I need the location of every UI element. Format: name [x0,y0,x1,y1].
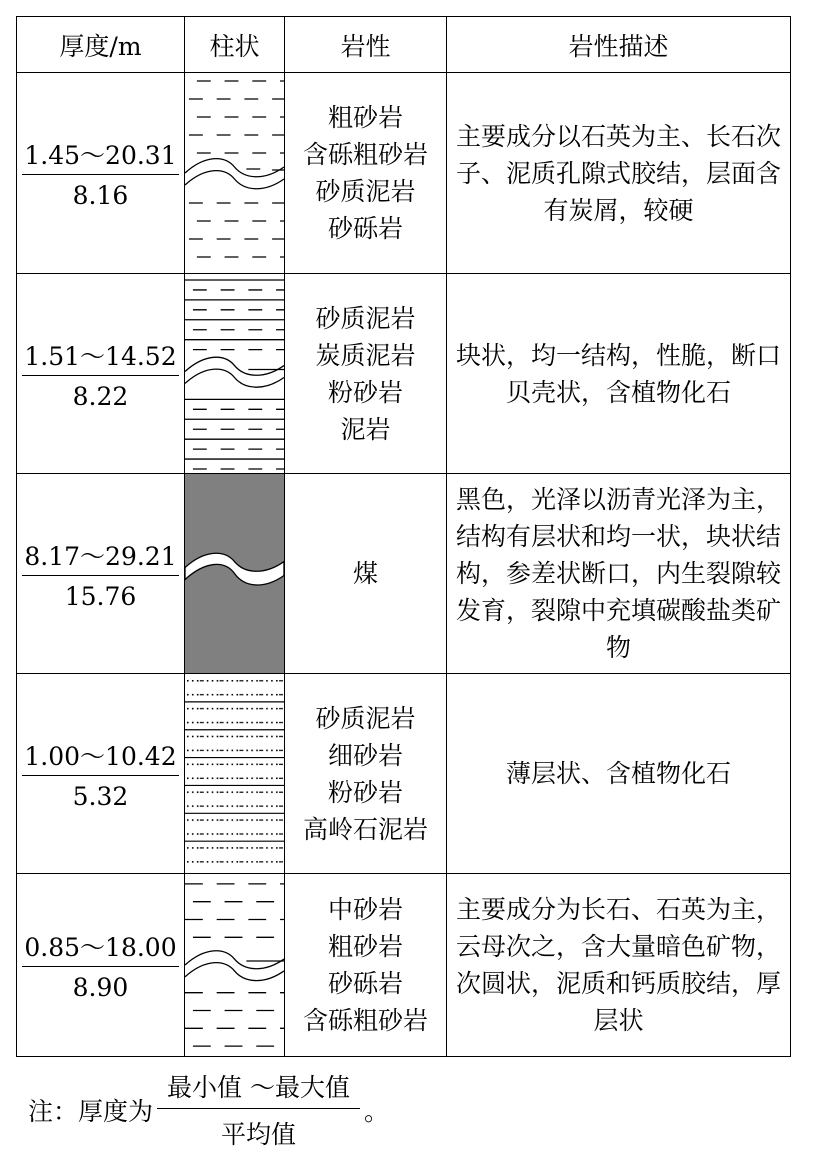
footnote-prefix: 注：厚度为 [28,1096,154,1126]
thickness-fraction [22,928,178,1002]
thickness-fraction [22,537,178,611]
lithology-item: 粉砂岩 [327,377,403,407]
lithology-item: 中砂岩 [327,895,403,924]
lithology-item: 砂质泥岩 [315,703,416,733]
description-cell: 主要成分以石英为主、长石次子、泥质孔隙式胶结，层面含有炭屑，较硬 [447,73,791,274]
description-cell: 薄层状、含植物化石 [447,674,791,874]
lithology-item: 含砾粗砂岩 [302,1006,428,1035]
thickness-cell [17,274,185,474]
thickness-cell [17,674,185,874]
lithology-item: 泥岩 [340,414,391,444]
footnote-suffix: 。 [363,1096,389,1126]
thickness-range: 1.51～14.52 [22,337,178,376]
table-row [17,73,791,274]
thickness-average: 5.32 [72,781,129,811]
thickness-fraction [22,337,178,411]
mudstone-icon [185,274,284,473]
lithology-cell [285,274,447,474]
lithology-item: 砂质泥岩 [315,303,416,333]
table-row [17,274,791,474]
thickness-cell [17,73,185,274]
description-cell: 主要成分为长石、石英为主，云母次之，含大量暗色矿物，次圆状，泥质和钙质胶结，厚层状 [447,874,791,1057]
medium-sandstone-icon [185,874,284,1056]
header-row [17,17,791,73]
header-description: 岩性描述 [447,17,791,73]
thickness-range: 8.17～29.21 [22,537,178,576]
thickness-average: 8.16 [72,181,129,210]
lithology-item: 砂砾岩 [327,214,403,243]
thickness-average: 8.90 [72,973,129,1002]
lithology-item: 炭质泥岩 [315,340,416,370]
thickness-fraction [22,136,178,210]
lithology-item: 粉砂岩 [327,777,403,807]
header-lithology: 岩性 [285,17,447,73]
description-cell: 块状，均一结构，性脆，断口贝壳状，含植物化石 [447,274,791,474]
coarse-sandstone-icon [185,73,284,273]
lithology-item: 粗砂岩 [327,103,403,132]
lithology-cell [285,874,447,1057]
column-cell [185,474,285,674]
lithology-item: 煤 [352,559,378,588]
table-row [17,474,791,674]
footnote [28,1068,389,1151]
lithology-item: 细砂岩 [327,740,403,770]
header-thickness: 厚度/m [17,17,185,73]
thickness-average: 8.22 [72,381,129,411]
lithology-cell [285,474,447,674]
lithology-cell [285,674,447,874]
lithology-item: 含砾粗砂岩 [302,140,428,169]
column-cell [185,674,285,874]
footnote-denominator: 平均值 [220,1120,296,1149]
lithology-item: 高岭石泥岩 [302,814,428,844]
column-cell [185,73,285,274]
lithology-cell [285,73,447,274]
footnote-fraction [157,1068,360,1151]
table-row [17,874,791,1057]
thickness-range: 1.45～20.31 [22,136,178,175]
lithology-item: 粗砂岩 [327,932,403,961]
siltstone-icon [185,674,284,873]
thickness-cell [17,874,185,1057]
column-cell [185,874,285,1057]
coal-icon [185,474,284,673]
thickness-cell [17,474,185,674]
thickness-average: 15.76 [64,581,137,611]
footnote-numerator: 最小值 ～最大值 [157,1068,360,1109]
description-cell: 黑色，光泽以沥青光泽为主，结构有层状和均一状，块状结构，参差状断口，内生裂隙较发育，裂隙中充填碳酸盐类矿物 [447,474,791,674]
lithology-item: 砂砾岩 [327,969,403,998]
thickness-range: 0.85～18.00 [22,928,178,967]
thickness-range: 1.00～10.42 [22,737,178,776]
strata-table [16,16,791,1057]
thickness-fraction [22,737,178,811]
column-cell [185,274,285,474]
header-column: 柱状 [185,17,285,73]
table-row [17,674,791,874]
lithology-item: 砂质泥岩 [315,177,416,206]
